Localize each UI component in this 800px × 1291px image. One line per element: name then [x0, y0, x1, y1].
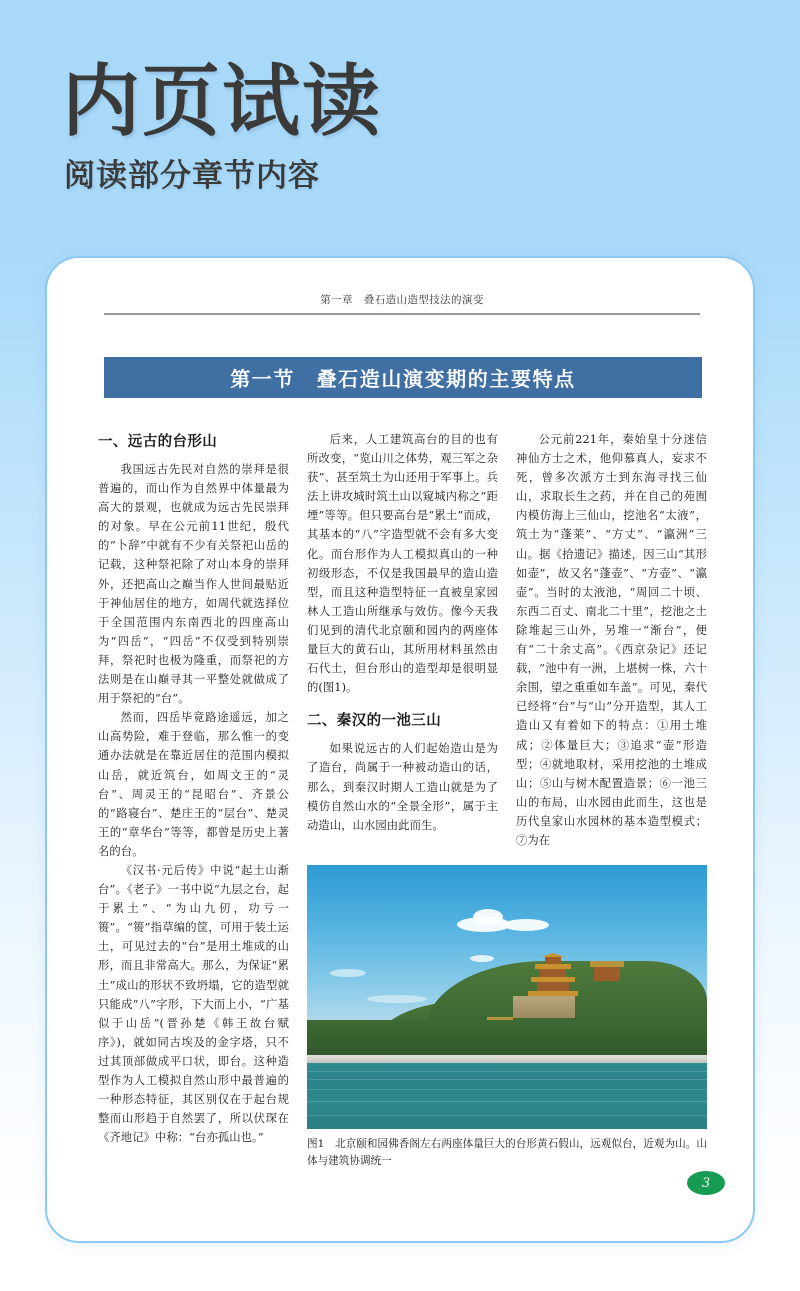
page-number-badge: 3 — [687, 1171, 725, 1195]
cloud-shape — [470, 955, 494, 962]
section-banner: 第一节 叠石造山演变期的主要特点 — [104, 357, 702, 398]
page-header — [0, 0, 800, 250]
header-subtitle: 阅读部分章节内容 — [64, 158, 320, 193]
paragraph: 《汉书·元后传》中说“起土山渐台”。《老子》一书中说“九层之台，起于累土”、“为山九仞，功亏一篑”。“篑”指草编的筐，可用于装土运土，可见过去的“台”是用土堆成的山形，而且非常高大。那么，为保证“累土”成山的形状不致坍塌，它的造型就只能成“八”字形，下大而上小，“广基似于山岳”(晋孙楚《韩王故台赋序》)，就如同古埃及的金字塔，只不过其顶部做成平口状，即台。这种造型作为人工模拟自然山形中最普遍的一种形态特征，其区别仅在于起台规整而山形趋于自然罢了，所以伏琛在《齐地记》中称：“台亦孤山也。” — [98, 863, 289, 1145]
paragraph: 然而，四岳毕竟路途遥远，加之山高势险，难于登临，那么惟一的变通办法就是在靠近居住的范围内模拟山岳，就近筑台，如周文王的“灵台”、周灵王的“昆昭台”、齐景公的“路寝台”、楚庄王的“层台”、楚灵王的“章华台”等等，都曾是历史上著名的台。 — [98, 711, 289, 858]
water-ripple — [307, 1079, 707, 1080]
water-ripple — [307, 1089, 707, 1090]
header-divider — [104, 313, 700, 315]
cloud-shape — [330, 969, 366, 977]
water-ripple — [307, 1071, 707, 1072]
running-head: 第一章 叠石造山造型技法的演变 — [320, 294, 484, 306]
cloud-shape — [503, 919, 549, 931]
text-column-3 — [516, 430, 707, 850]
paragraph: 后来，人工建筑高台的目的也有所改变，“览山川之体势，观三军之杂获”、甚至筑土为山还用于军事上。兵法上讲攻城时筑土山以窥城内称之“距堙”等等。但只要高台是“累土”而成，其基本的“八”字造型就不会有多大变化。而台形作为人工模拟真山的一种初级形态，不仅是我国最早的造山造型，而且这种造型特征一直被皇家园林人工造山所继承与效仿。像今天我们见到的清代北京颐和园内的两座体量巨大的黄石山，其所用材料虽然由石代土，但台形山的造型却是很明显的(图1)。 — [307, 433, 498, 695]
text-column-2 — [307, 430, 498, 835]
paragraph: 如果说远古的人们起始造山是为了造台，尚属于一种被动造山的话，那么，到秦汉时期人工造山就是为了模仿自然山水的“全景全形”，属于主动造山，山水园由此而生。 — [307, 742, 498, 832]
figure — [307, 865, 707, 1170]
subsection-heading-2: 二、秦汉的一池三山 — [307, 713, 442, 730]
paragraph: 公元前221年，秦始皇十分迷信神仙方士之术，他仰慕真人，妄求不死，曾多次派方士到东海寻找三仙山，求取长生之药，并在自己的苑囿内模仿海上三仙山，挖池名“太液”，筑土为“蓬莱”、“方丈”、“瀛洲”三山。据《拾遗记》描述，因三山“其形如壶”，故又名“蓬壶”、“方壶”、“瀛壶”。当时的太液池，“周回二十顷、东西二百丈、南北二十里”，挖池之土除堆起三山外，另堆一“渐台”，便有“二十余丈高”。《西京杂记》还记载，“池中有一洲，上堪树一株，六十余围，望之重重如车盖”。可见，秦代已经将“台”与“山”分开造型，其人工造山又有着如下的特点：①用土堆成；②体量巨大；③追求“壶”形造型；④就地取材，采用挖池的土堆成山；⑤山与树木配置造景；⑥一池三山的布局，山水园由此而生，这也是历代皇家山水园林的基本造型模式；⑦为在 — [516, 433, 707, 847]
paragraph: 我国远古先民对自然的崇拜是很普遍的，而山作为自然界中体量最为高大的景观，也就成为远古先民崇拜的对象。早在公元前11世纪，殷代的“卜辞”中就有不少有关祭祀山岳的记载，这种祭祀除了对山本身的崇拜外，还把高山之巅当作人世间最贴近于神仙居住的地方，如周代就选择位于全国范围内东南西北的四座高山为“四岳”，“四岳”不仅受到特别崇拜，祭祀时也极为隆重，而祭祀的方法则是在山巅寻其一平整处就做成了用于祭祀的“台”。 — [98, 463, 289, 706]
photo-stone-terrace — [513, 996, 575, 1018]
cloud-shape — [473, 909, 503, 925]
pagoda-tier — [540, 969, 566, 977]
summer-palace-photo — [307, 865, 707, 1129]
pagoda-roof — [528, 991, 578, 996]
side-hall-body — [594, 967, 620, 981]
pagoda-tier — [537, 982, 569, 991]
cloud-shape — [367, 995, 427, 1003]
book-page-card — [45, 256, 755, 1243]
pagoda-tier — [545, 957, 561, 964]
figure-caption: 图1 北京颐和园佛香阁左右两座体量巨大的台形黄石假山，远观似台，近观为山。山体与建筑协调统一 — [307, 1138, 707, 1167]
photo-kunming-lake — [307, 1063, 707, 1129]
header-title: 内页试读 — [62, 57, 383, 145]
text-column-1 — [98, 430, 289, 1147]
water-ripple — [307, 1101, 707, 1102]
subsection-heading-1: 一、远古的台形山 — [98, 434, 218, 450]
water-ripple — [307, 1115, 707, 1116]
